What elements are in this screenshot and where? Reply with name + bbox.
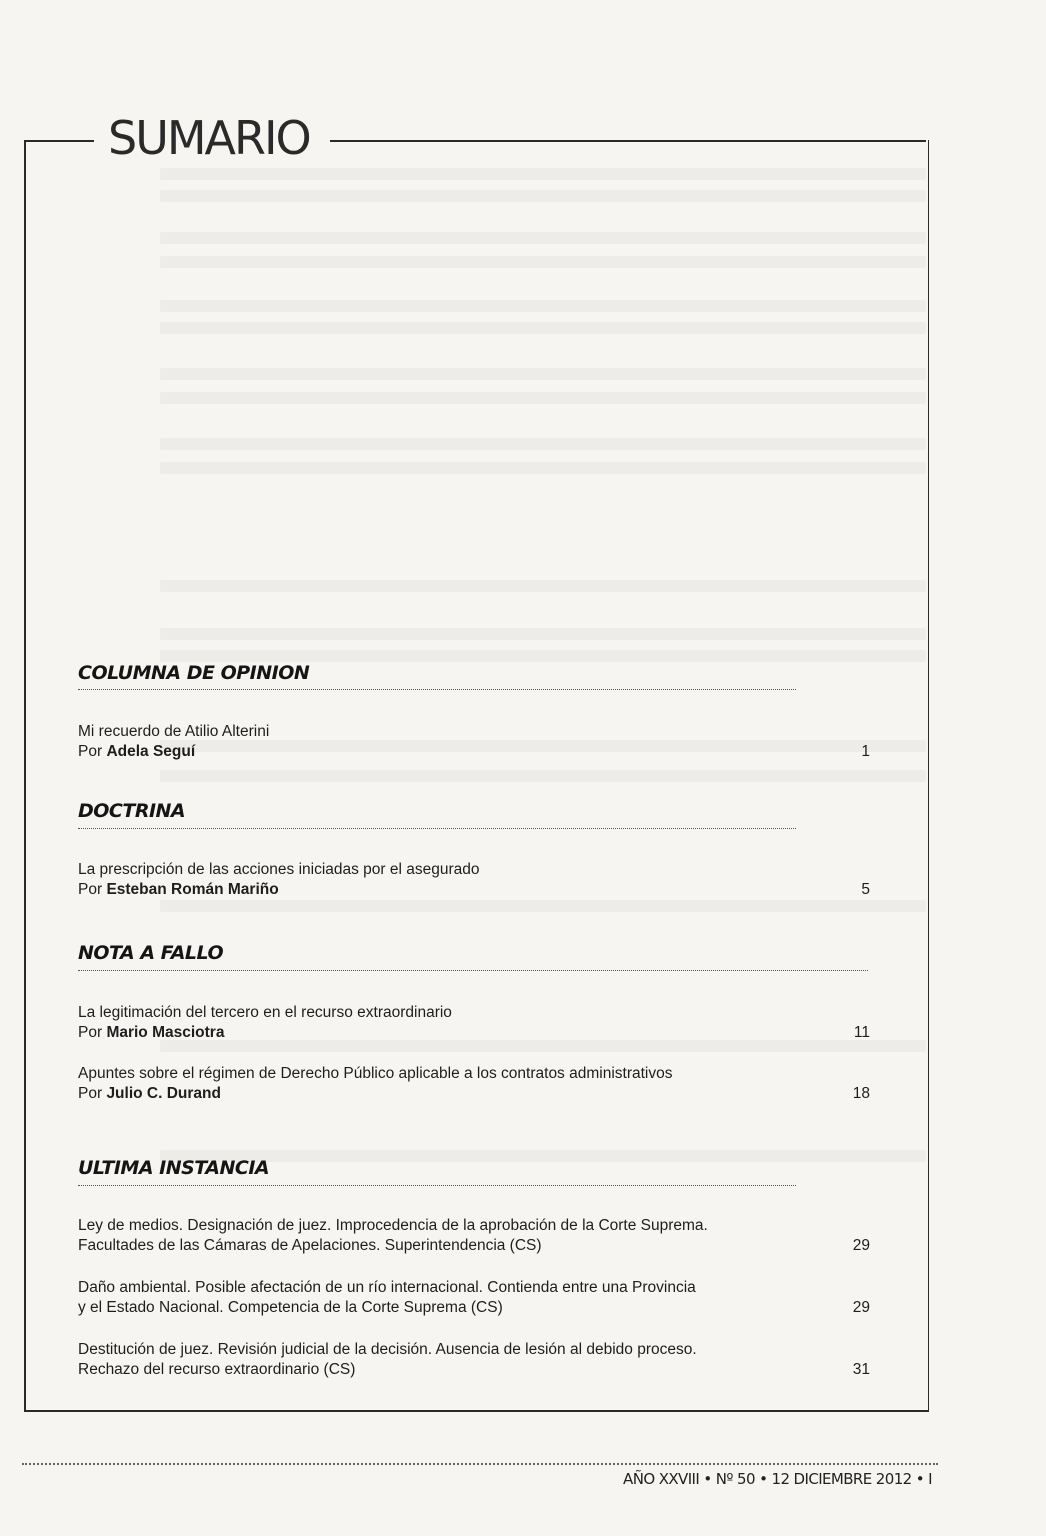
page-title: SUMARIO <box>108 111 310 165</box>
entry-title-line-1: Destitución de juez. Revisión judicial de la decisión. Ausencia de lesión al debido proceso. <box>78 1341 697 1358</box>
entry-page-number: 1 <box>861 743 870 760</box>
entry-page-number: 11 <box>853 1024 870 1041</box>
section-rule <box>78 970 868 971</box>
section-rule <box>78 828 796 829</box>
toc-entry[interactable] <box>78 1064 870 1104</box>
entry-title: Mi recuerdo de Atilio Alterini <box>78 723 270 740</box>
entry-page-number: 5 <box>861 881 870 898</box>
entry-page-number: 31 <box>852 1361 870 1378</box>
entry-title-line-1: Daño ambiental. Posible afectación de un río internacional. Contienda entre una Provincia <box>78 1279 696 1296</box>
author-prefix: Por <box>78 1085 107 1102</box>
entry-page-number: 29 <box>852 1299 870 1316</box>
author-prefix: Por <box>78 881 107 898</box>
entry-title-line-2: Facultades de las Cámaras de Apelaciones. Superintendencia (CS) <box>78 1237 542 1254</box>
toc-entry[interactable] <box>78 1216 870 1256</box>
toc-entry[interactable] <box>78 1340 870 1380</box>
footer-rule <box>22 1463 938 1465</box>
section-heading-columna-de-opinion: COLUMNA DE OPINION <box>78 662 310 684</box>
entry-title-line-1: Ley de medios. Designación de juez. Improcedencia de la aprobación de la Corte Suprema. <box>78 1217 708 1234</box>
section-heading-doctrina: DOCTRINA <box>78 800 186 822</box>
entry-title-line-2: y el Estado Nacional. Competencia de la Corte Suprema (CS) <box>78 1299 503 1316</box>
section-heading-nota-a-fallo: NOTA A FALLO <box>78 942 224 964</box>
toc-entry[interactable] <box>78 1003 870 1043</box>
entry-author: Julio C. Durand <box>106 1085 221 1102</box>
author-prefix: Por <box>78 1024 107 1041</box>
section-rule <box>78 689 796 690</box>
entry-author: Mario Masciotra <box>106 1024 225 1041</box>
entry-page-number: 18 <box>852 1085 870 1102</box>
section-rule <box>78 1185 796 1186</box>
author-prefix: Por <box>78 743 107 760</box>
entry-author: Adela Seguí <box>106 743 196 760</box>
entry-title: La prescripción de las acciones iniciadas por el asegurado <box>78 861 480 878</box>
issue-footer: AÑO XXVIII • Nº 50 • 12 DICIEMBRE 2012 • I <box>623 1470 932 1488</box>
toc-entry[interactable] <box>78 722 870 762</box>
entry-page-number: 29 <box>852 1237 870 1254</box>
toc-entry[interactable] <box>78 860 870 900</box>
entry-author: Esteban Román Mariño <box>106 881 279 898</box>
entry-title: La legitimación del tercero en el recurso extraordinario <box>78 1004 452 1021</box>
toc-entry[interactable] <box>78 1278 870 1318</box>
section-heading-ultima-instancia: ULTIMA INSTANCIA <box>78 1157 270 1179</box>
frame-top-rule-right <box>330 140 926 142</box>
frame-top-rule-left <box>24 140 94 142</box>
entry-title: Apuntes sobre el régimen de Derecho Público aplicable a los contratos administrativos <box>78 1065 673 1082</box>
entry-title-line-2: Rechazo del recurso extraordinario (CS) <box>78 1361 356 1378</box>
